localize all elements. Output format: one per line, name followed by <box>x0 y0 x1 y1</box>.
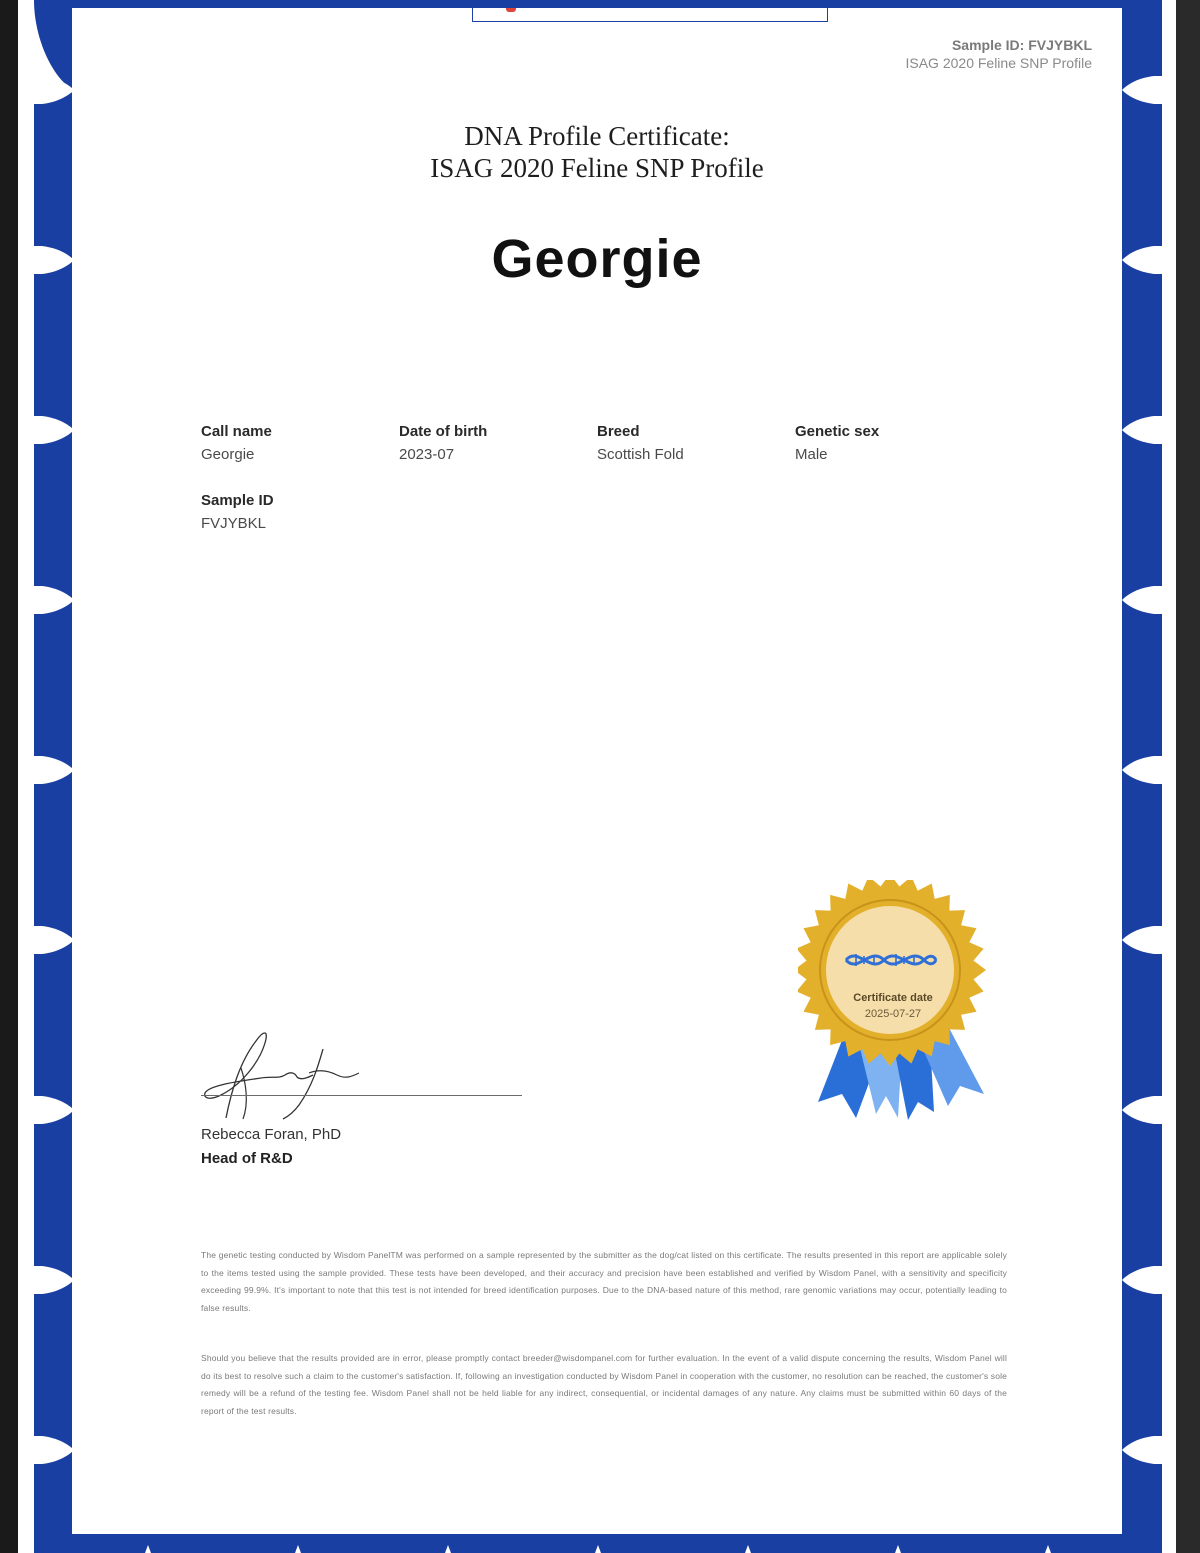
top-tab <box>472 8 828 22</box>
disclaimer-paragraph-1: The genetic testing conducted by Wisdom PanelTM was performed on a sample represented by the submitter as the dog/cat listed on this certificate. The results presented in this report are applicable solely to the items tested using the sample provided. These tests have been developed, and their accuracy and precision have been established and verified by Wisdom Panel, with a sensitivity and specificity exceeding 99.9%. It's important to note that this test is not intended for breed identification purposes. Due to the DNA-based nature of this method, rare genomic variations may occur, potentially leading to false results. <box>201 1250 1007 1313</box>
field-value: Scottish Fold <box>597 446 684 463</box>
field-genetic-sex <box>795 420 879 466</box>
signature-line <box>201 1095 522 1096</box>
border-scallop <box>18 768 34 772</box>
border-scallop <box>18 598 34 602</box>
certificate-title-line2: ISAG 2020 Feline SNP Profile <box>430 153 764 183</box>
field-call-name <box>201 420 272 466</box>
field-value: FVJYBKL <box>201 515 267 532</box>
field-sample-id <box>201 489 274 535</box>
border-scallop <box>18 938 34 942</box>
border-scallop <box>18 428 34 432</box>
header-profile: ISAG 2020 Feline SNP Profile <box>905 55 1092 71</box>
header-sample-info <box>905 36 1092 72</box>
certificate-page <box>72 8 1122 1534</box>
field-label: Date of birth <box>399 423 488 440</box>
field-value: 2023-07 <box>399 446 455 463</box>
border-scallop <box>18 1278 34 1282</box>
field-value: Male <box>795 446 828 463</box>
certificate-title-line1: DNA Profile Certificate: <box>464 121 730 151</box>
field-label: Genetic sex <box>795 423 880 440</box>
seal-label: Certificate date <box>853 992 933 1004</box>
pet-name: Georgie <box>491 229 703 289</box>
seal-date: 2025-07-27 <box>864 1008 922 1020</box>
header-sample-id: Sample ID: FVJYBKL <box>951 37 1092 53</box>
border-scallop <box>18 258 34 262</box>
field-date-of-birth <box>399 420 487 466</box>
disclaimer-paragraph-2: Should you believe that the results provided are in error, please promptly contact breeder@wisdompanel.com for further evaluation. In the event of a valid dispute concerning the results, Wisdom Panel will do its best to resolve such a claim to the customer's satisfaction. If, following an investigation conducted by Wisdom Panel in cooperation with the customer, no resolution can be reached, the customer's sole remedy will be a refund of the testing fee. Wisdom Panel shall not be held liable for any indirect, consequential, or incidental damages of any nature. Any claims must be submitted within 60 days of the report of the test results. <box>201 1353 1007 1416</box>
field-label: Breed <box>597 423 640 440</box>
field-value: Georgie <box>201 446 255 463</box>
certificate-title <box>72 120 1122 184</box>
field-breed <box>597 420 684 466</box>
field-label: Call name <box>201 423 272 440</box>
certificate-frame <box>18 0 1176 1553</box>
signatory <box>201 1123 341 1171</box>
border-scallop <box>18 1108 34 1112</box>
frame-edge <box>1176 0 1200 1553</box>
border-scallop <box>18 88 34 92</box>
seal-caption <box>798 990 988 1022</box>
signatory-title: Head of R&D <box>201 1150 293 1167</box>
logo-mark <box>506 8 516 12</box>
signature-image <box>201 1023 531 1123</box>
field-label: Sample ID <box>201 492 274 509</box>
signatory-name: Rebecca Foran, PhD <box>201 1126 342 1143</box>
border-scallop <box>18 1448 34 1452</box>
